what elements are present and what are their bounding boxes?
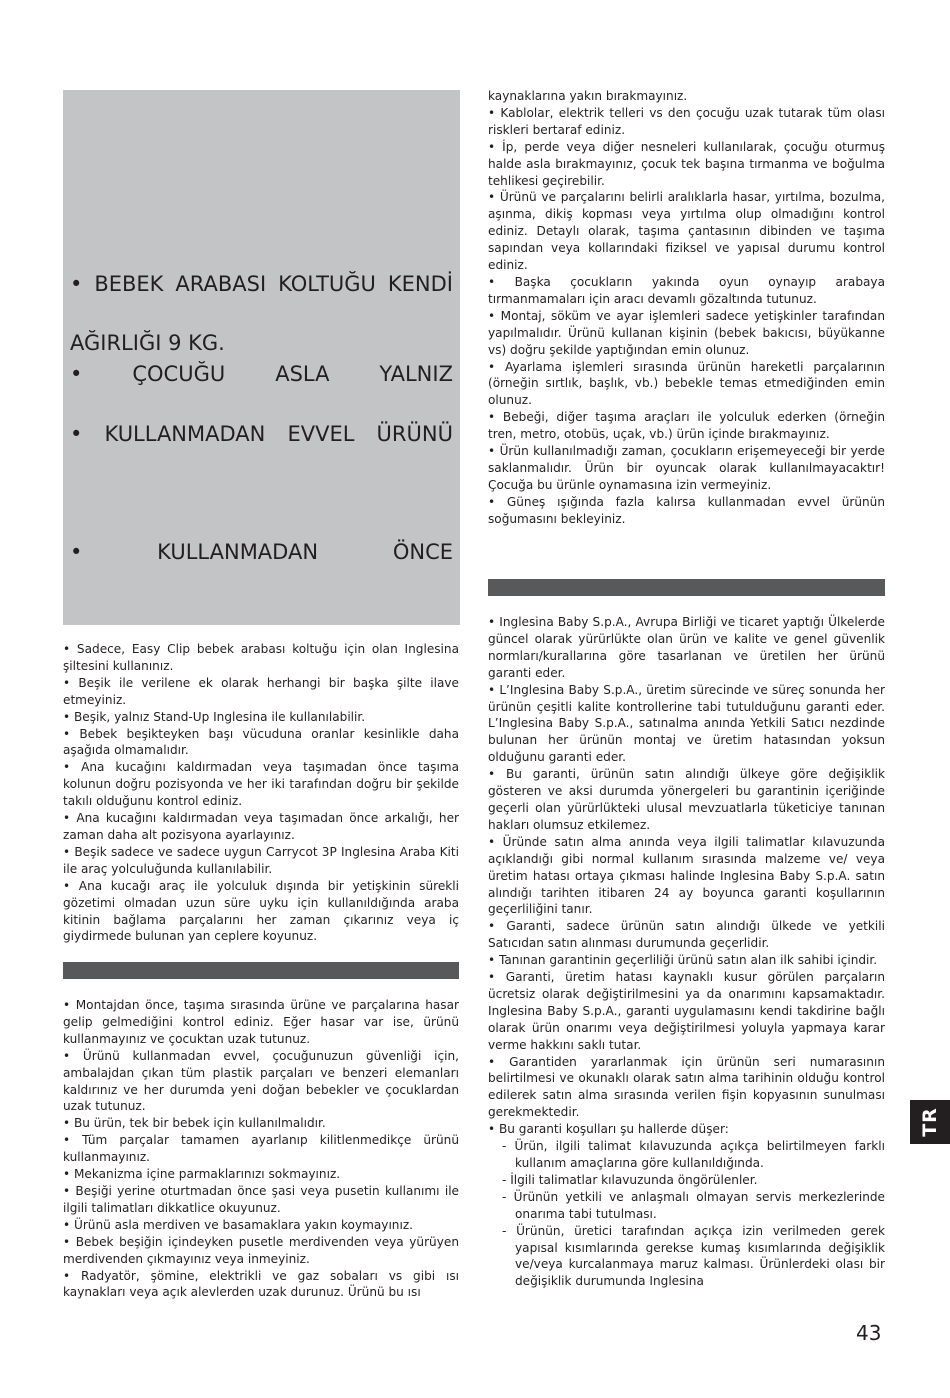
list-item: • Beşiği yerine oturtmadan önce şasi veya pusetin kullanımı ile ilgili talimatları dikkatlice okuyunuz. [63, 1183, 459, 1215]
list-item: • Inglesina Baby S.p.A., Avrupa Birliği ve ticaret yaptığı Ülkelerde güncel olarak yürürlükte olan ürün ve kalite ve genel güvenlik normları/kurallarına göre tasarlanan ve üretilen her ürünü garanti eder. [488, 615, 885, 680]
list-item: • Garanti, sadece ürünün satın alındığı ülkede ve yetkili Satıcıdan satın alınması durumunda geçerlidir. [488, 919, 885, 951]
list-item: • İp, perde veya diğer nesneleri kullanılarak, çocuğu oturmuş halde asla bırakmayınız, çocuk tek başına tırmanma ve boğulma tehlikesi geçirebilir. [488, 139, 885, 188]
warning-word: KENDİ [387, 272, 453, 296]
list-item: • Ayarlama işlemleri sırasında ürünün hareketli parçalarının (örneğin sırtlık, başlık, vb.) bebekle temas etmediğinden emin olunuz. [488, 359, 885, 408]
list-item: • Bebeği, diğer taşıma araçları ile yolculuk ederken (örneğin tren, metro, otobüs, uçak, vb.) ürün içinde bırakmayınız. [488, 410, 885, 442]
language-tab [910, 1100, 950, 1144]
warning-word: • [70, 422, 83, 446]
list-item: • Üründe satın alma anında veya ilgili talimatlar kılavuzunda açıklandığı gibi normal kullanım sırasında malzeme ve/ veya üretim hatası ortaya çıkması halinde Inglesina Baby S.p.A. satın alındığı tarihten itibaren 24 ay boyunca garanti koşullarının geçerliliğini tanır. [488, 834, 885, 917]
right-column-upper [488, 88, 885, 528]
list-item: • Başka çocukların yakında oyun oynayıp arabaya tırmanmamaları için aracı devamlı gözaltında tutunuz. [488, 274, 885, 306]
list-item: • Bu ürün, tek bir bebek için kullanılmalıdır. [63, 1116, 326, 1131]
warning-word: ÇOCUĞU [132, 362, 226, 386]
list-item: • L’Inglesina Baby S.p.A., üretim sürecinde ve süreç sonunda her ürünün çeşitli kalite kontrollerine tabi tutulduğunu garanti eder. L’Inglesina Baby S.p.A., satınalma anında Yetkili Satıcı nezdinde bulunan her ürünün montaj ve üretim hatasından yoksun olduğunu garanti eder. [488, 682, 885, 765]
section-header-bar [63, 962, 459, 979]
dash-item: - Ürünün, üretici tarafından açıkça izin verilmeden gerek yapısal kısımlarında gerekse kumaş kısımlarında değişiklik ve/veya kurcalanmaya maruz kalması. Ürünlerdeki olası bir değişiklik durumunda Inglesina [502, 1223, 885, 1289]
warning-word: BEBEK [94, 272, 164, 296]
warning-word: ÜRÜNÜ [376, 422, 453, 446]
warning-word: EVVEL [287, 422, 355, 446]
list-item: • Montajdan önce, taşıma sırasında ürüne ve parçalarına hasar gelip gelmediğini kontrol ediniz. Eğer hasar var ise, ürünü kullanmayınız ve çocuktan uzak tutunuz. [63, 998, 459, 1046]
warning-line-3 [70, 361, 453, 387]
warning-line-2: AĞIRLIĞI 9 KG. [70, 331, 225, 355]
list-item: kaynaklarına yakın bırakmayınız. [488, 89, 688, 103]
warning-word: KOLTUĞU [278, 272, 376, 296]
list-item: • Beşik ile verilene ek olarak herhangi bir başka şilte ilave etmeyiniz. [63, 675, 459, 707]
warning-word: • [70, 362, 83, 386]
list-item: • Güneş ışığında fazla kalırsa kullanmadan evvel ürünün soğumasını bekleyiniz. [488, 494, 885, 526]
left-column-upper [63, 641, 459, 945]
right-column-lower [488, 614, 885, 1290]
list-item: • Bebek beşiğin içindeyken pusetle merdivenden veya yürüyen merdivenden çıkmayınız veya inmeyiniz. [63, 1234, 459, 1266]
left-column-lower [63, 997, 459, 1301]
warning-line-5 [70, 539, 453, 565]
list-item: • Ürünü asla merdiven ve basamaklara yakın koymayınız. [63, 1217, 414, 1232]
list-item: • Ana kucağını kaldırmadan veya taşımadan önce arkalığı, her zaman daha alt pozisyona ayarlayınız. [63, 811, 459, 842]
list-item: • Garanti, üretim hatası kaynaklı kusur görülen parçaların ücretsiz olarak değiştirilmesini ya da onarımını kapsamaktadır. Inglesina Baby S.p.A., garanti uygulamasını kendi takdirine bağlı olarak ürün onarımı veya değiştirilmesi yoluyla yapmaya karar verme hakkını saklı tutar. [488, 970, 885, 1052]
warning-box [63, 90, 460, 625]
list-item: • Beşik sadece ve sadece uygun Carrycot 3P Inglesina Araba Kiti ile araç yolculuğunda kullanılabilir. [63, 844, 459, 876]
warning-word: • [70, 540, 83, 564]
warning-word: YALNIZ [379, 362, 453, 386]
dash-item: - Ürünün yetkili ve anlaşmalı olmayan servis merkezlerinde onarıma tabi tutulması. [502, 1189, 885, 1221]
warning-word: ARABASI [175, 272, 267, 296]
page-number: 43 [856, 1321, 882, 1345]
dash-item: - Ürün, ilgili talimat kılavuzunda açıkça belirtilmeyen farklı kullanım amaçlarına göre kullanıldığında. [502, 1139, 885, 1170]
list-item: • Garantiden yararlanmak için ürünün seri numarasının belirtilmesi ve okunaklı olarak satın alma tarihinin olduğu kontrol edilerek satın alma sırasında verilen fişin kopyasının sunulması gerekmektedir. [488, 1054, 885, 1120]
list-item: • Tanınan garantinin geçerliliği ürünü satın alan ilk sahibi içindir. [488, 953, 878, 968]
warning-word: KULLANMADAN [104, 422, 266, 446]
list-item: • Sadece, Easy Clip bebek arabası koltuğu için olan Inglesina şiltesini kullanınız. [63, 642, 459, 673]
warning-line-4 [70, 421, 453, 447]
dash-item: - İlgili talimatlar kılavuzunda öngörülenler. [502, 1172, 758, 1187]
list-item: • Tüm parçalar tamamen ayarlanıp kilitlenmedikçe ürünü kullanmayınız. [63, 1133, 459, 1165]
list-item: • Kablolar, elektrik telleri vs den çocuğu uzak tutarak tüm olası riskleri bertaraf ediniz. [488, 105, 885, 137]
list-item: • Ürünü ve parçalarını belirli aralıklarla hasar, yırtılma, bozulma, aşınma, dikiş kopması veya yırtılma olup olmadığını kontrol ediniz. Detaylı olarak, taşıma çantasının dibinden ve taşıma sapından veya kollarındaki fiziksel ve yapısal durumu kontrol ediniz. [488, 190, 885, 273]
section-header-bar [488, 579, 885, 596]
warning-word: KULLANMADAN [157, 540, 319, 564]
warning-word: ASLA [275, 362, 330, 386]
list-item: • Ana kucağını kaldırmadan veya taşımadan önce taşıma kolunun doğru pozisyonda ve her iki tarafından doğru bir şekilde takılı olduğunu kontrol ediniz. [63, 760, 459, 809]
language-tab-label: TR [919, 1107, 941, 1137]
list-item: • Ürünü kullanmadan evvel, çocuğunuzun güvenliği için, ambalajdan çıkan tüm plastik parçaları ve benzeri elemanları kaldırınız ve her durumda yeni doğan bebekler ve çocuklardan uzak tutunuz. [63, 1048, 459, 1114]
warning-word: ÖNCE [392, 540, 453, 564]
warning-word: • [70, 272, 83, 296]
list-item: • Beşik, yalnız Stand-Up Inglesina ile kullanılabilir. [63, 709, 366, 724]
list-item: • Bebek beşikteyken başı vücuduna oranlar kesinlikle daha aşağıda olmamalıdır. [63, 726, 459, 758]
list-item: • Ana kucağı araç ile yolculuk dışında bir yetişkinin sürekli gözetimi olmadan uzun süre uyku için kullanıldığında araba kitinin bağlama parçalarını her zaman çıkarınız veya iç giydirmede bulunan yan ceplere koyunuz. [63, 878, 459, 944]
list-item: • Bu garanti, ürünün satın alındığı ülkeye göre değişiklik gösteren ve aksi durumda yönergeleri bu garantinin içeriğinde geçerli olan yürürlükteki ulusal mevzuatlarla tüketiciye tanınan hakları olumsuz etkilemez. [488, 767, 885, 832]
list-item: • Radyatör, şömine, elektrikli ve gaz sobaları vs gibi ısı kaynakları veya açık alevlerden uzak durunuz. Ürünü bu ısı [63, 1268, 459, 1300]
list-item: • Ürün kullanılmadığı zaman, çocukların erişemeyeceği bir yerde saklanmalıdır. Ürün bir oyuncak olarak kullanılmayacaktır! Çocuğa bu ürünle oynamasına izin vermeyiniz. [488, 444, 885, 492]
list-item: • Montaj, söküm ve ayar işlemleri sadece yetişkinler tarafından yapılmalıdır. Ürünü kullanan kişinin (bebek bakıcısı, büyükanne vs) doğru şekilde yaptığından emin olunuz. [488, 308, 885, 357]
list-item: • Bu garanti koşulları şu hallerde düşer: [488, 1122, 729, 1137]
list-item: • Mekanizma içine parmaklarınızı sokmayınız. [63, 1167, 341, 1182]
warning-line-1 [70, 271, 453, 297]
